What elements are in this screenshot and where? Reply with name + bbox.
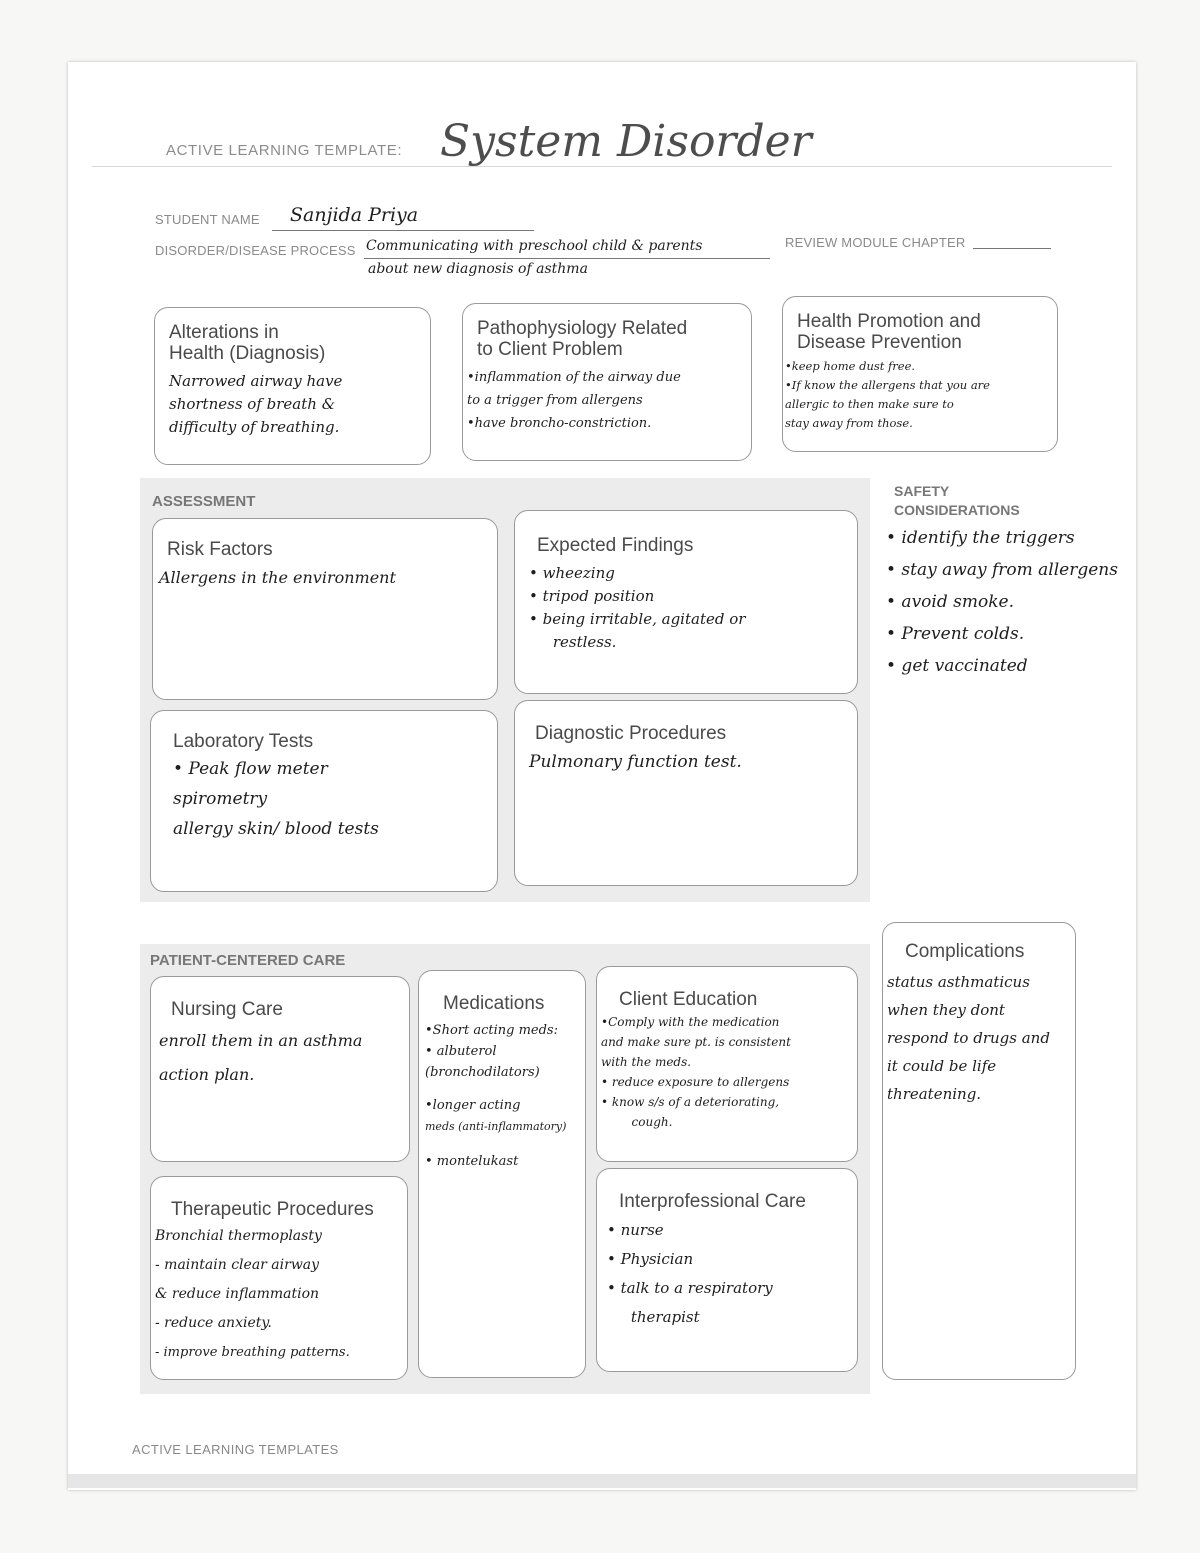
interprofessional-care-box[interactable] [596, 1168, 858, 1372]
therapeutic-procedures-line: - maintain clear airway [155, 1257, 320, 1273]
medications-line: • montelukast [425, 1154, 519, 1169]
medications-line: •longer acting [425, 1098, 521, 1113]
footer-label: ACTIVE LEARNING TEMPLATES [132, 1442, 339, 1457]
client-education-title: Client Education [619, 989, 758, 1010]
client-education-line: and make sure pt. is consistent [601, 1035, 791, 1049]
pathophysiology-title-line1: Pathophysiology Related [477, 318, 688, 339]
interprofessional-care-line: • nurse [607, 1221, 664, 1239]
alterations-line: difficulty of breathing. [169, 418, 340, 436]
risk-factors-line: Allergens in the environment [159, 568, 396, 587]
risk-factors-text [159, 566, 485, 590]
alterations-title-line1: Alterations in [169, 322, 279, 343]
interprofessional-care-text [607, 1216, 845, 1332]
expected-findings-line: • being irritable, agitated or [529, 610, 746, 628]
health-promotion-line: •If know the allergens that you are [785, 378, 990, 392]
disorder-value-line2[interactable]: about new diagnosis of asthma [368, 261, 588, 277]
pathophysiology-title-line2: to Client Problem [477, 339, 623, 360]
client-education-line: • know s/s of a deteriorating, [601, 1095, 780, 1109]
expected-findings-text [529, 562, 845, 654]
template-label: ACTIVE LEARNING TEMPLATE: [166, 142, 403, 159]
pathophysiology-line: •have broncho-constriction. [467, 416, 652, 431]
laboratory-tests-text [173, 754, 485, 844]
safety-line: • Prevent colds. [886, 624, 1025, 644]
health-promotion-text [785, 357, 1045, 433]
page-title: System Disorder [440, 116, 812, 167]
complications-line: it could be life [887, 1057, 997, 1075]
laboratory-tests-title: Laboratory Tests [173, 731, 314, 752]
medications-line: meds (anti-inflammatory) [425, 1120, 567, 1133]
safety-considerations-title [894, 482, 1020, 520]
assessment-section-label: ASSESSMENT [152, 493, 256, 510]
therapeutic-procedures-line: Bronchial thermoplasty [155, 1228, 322, 1244]
medications-line [425, 1083, 583, 1095]
alterations-line: Narrowed airway have [169, 372, 343, 390]
disorder-underline [364, 258, 770, 259]
pathophysiology-line: to a trigger from allergens [467, 393, 643, 408]
diagnostic-procedures-title: Diagnostic Procedures [535, 723, 727, 744]
safety-considerations-text[interactable] [886, 522, 1118, 682]
laboratory-tests-line: allergy skin/ blood tests [173, 819, 379, 839]
safety-line: • stay away from allergens [886, 560, 1118, 580]
therapeutic-procedures-line: & reduce inflammation [155, 1286, 320, 1302]
health-promotion-title-line1: Health Promotion and [797, 311, 981, 332]
review-chapter-label: REVIEW MODULE CHAPTER [785, 235, 966, 250]
alterations-title-line2: Health (Diagnosis) [169, 343, 326, 364]
interprofessional-care-title: Interprofessional Care [619, 1191, 806, 1212]
diagnostic-procedures-line: Pulmonary function test. [529, 752, 742, 772]
health-promotion-line: allergic to then make sure to [785, 397, 954, 411]
nursing-care-text [159, 1024, 397, 1092]
health-promotion-title-line2: Disease Prevention [797, 332, 962, 353]
risk-factors-box[interactable] [152, 518, 498, 700]
alterations-line: shortness of breath & [169, 395, 336, 413]
client-education-line: cough. [601, 1115, 673, 1129]
complications-box[interactable] [882, 922, 1076, 1380]
complications-line: status asthmaticus [887, 973, 1030, 991]
header-divider [92, 166, 1112, 167]
health-promotion-line: •keep home dust free. [785, 359, 916, 373]
disorder-value-line1[interactable]: Communicating with preschool child & parents [366, 238, 703, 254]
safety-line: • identify the triggers [886, 528, 1075, 548]
student-name-label: STUDENT NAME [155, 212, 260, 227]
medications-title: Medications [443, 993, 545, 1014]
client-education-box[interactable] [596, 966, 858, 1162]
expected-findings-line: • tripod position [529, 587, 655, 605]
laboratory-tests-line: • Peak flow meter [173, 759, 328, 779]
safety-line: • avoid smoke. [886, 592, 1014, 612]
alterations-in-health-box[interactable] [154, 307, 431, 465]
expected-findings-box[interactable] [514, 510, 858, 694]
student-name-value[interactable]: Sanjida Priya [290, 204, 419, 226]
medications-line: (bronchodilators) [425, 1065, 540, 1080]
safety-line: • get vaccinated [886, 656, 1028, 676]
patient-centered-care-label: PATIENT-CENTERED CARE [150, 952, 346, 969]
laboratory-tests-line: spirometry [173, 789, 268, 809]
nursing-care-box[interactable] [150, 976, 410, 1162]
pathophysiology-text [467, 366, 739, 435]
nursing-care-line: action plan. [159, 1065, 255, 1084]
medications-box[interactable] [418, 970, 586, 1378]
client-education-text [601, 1012, 855, 1132]
pathophysiology-line: •inflammation of the airway due [467, 370, 681, 385]
health-promotion-line: stay away from those. [785, 416, 913, 430]
disorder-label: DISORDER/DISEASE PROCESS [155, 243, 356, 258]
complications-line: threatening. [887, 1085, 982, 1103]
diagnostic-procedures-box[interactable] [514, 700, 858, 886]
expected-findings-line: • wheezing [529, 564, 615, 582]
safety-title-line2: CONSIDERATIONS [894, 502, 1020, 518]
therapeutic-procedures-line: - reduce anxiety. [155, 1315, 272, 1331]
complications-line: when they dont [887, 1001, 1005, 1019]
review-chapter-underline[interactable] [973, 248, 1051, 249]
complications-title: Complications [905, 941, 1025, 962]
alterations-text [169, 370, 418, 439]
therapeutic-procedures-title: Therapeutic Procedures [171, 1199, 374, 1220]
nursing-care-line: enroll them in an asthma [159, 1031, 363, 1050]
therapeutic-procedures-text [155, 1222, 395, 1367]
page-bottom-edge [68, 1474, 1136, 1488]
pathophysiology-box[interactable] [462, 303, 752, 461]
medications-line [425, 1137, 583, 1151]
medications-line: • albuterol [425, 1044, 497, 1059]
medications-line: •Short acting meds: [425, 1023, 558, 1038]
interprofessional-care-line: • talk to a respiratory [607, 1279, 773, 1297]
student-name-underline [272, 230, 534, 231]
expected-findings-line: restless. [529, 633, 617, 651]
client-education-line: •Comply with the medication [601, 1015, 780, 1029]
interprofessional-care-line: therapist [607, 1308, 700, 1326]
client-education-line: • reduce exposure to allergens [601, 1075, 790, 1089]
laboratory-tests-box[interactable] [150, 710, 498, 892]
safety-title-line1: SAFETY [894, 483, 950, 499]
interprofessional-care-line: • Physician [607, 1250, 694, 1268]
therapeutic-procedures-line: - improve breathing patterns. [155, 1345, 350, 1360]
complications-line: respond to drugs and [887, 1029, 1050, 1047]
medications-text [425, 1020, 583, 1172]
client-education-line: with the meds. [601, 1055, 692, 1069]
therapeutic-procedures-box[interactable] [150, 1176, 408, 1380]
expected-findings-title: Expected Findings [537, 535, 694, 556]
risk-factors-title: Risk Factors [167, 539, 273, 560]
nursing-care-title: Nursing Care [171, 999, 283, 1020]
complications-text [887, 968, 1073, 1108]
health-promotion-box[interactable] [782, 296, 1058, 452]
diagnostic-procedures-text [529, 750, 845, 774]
